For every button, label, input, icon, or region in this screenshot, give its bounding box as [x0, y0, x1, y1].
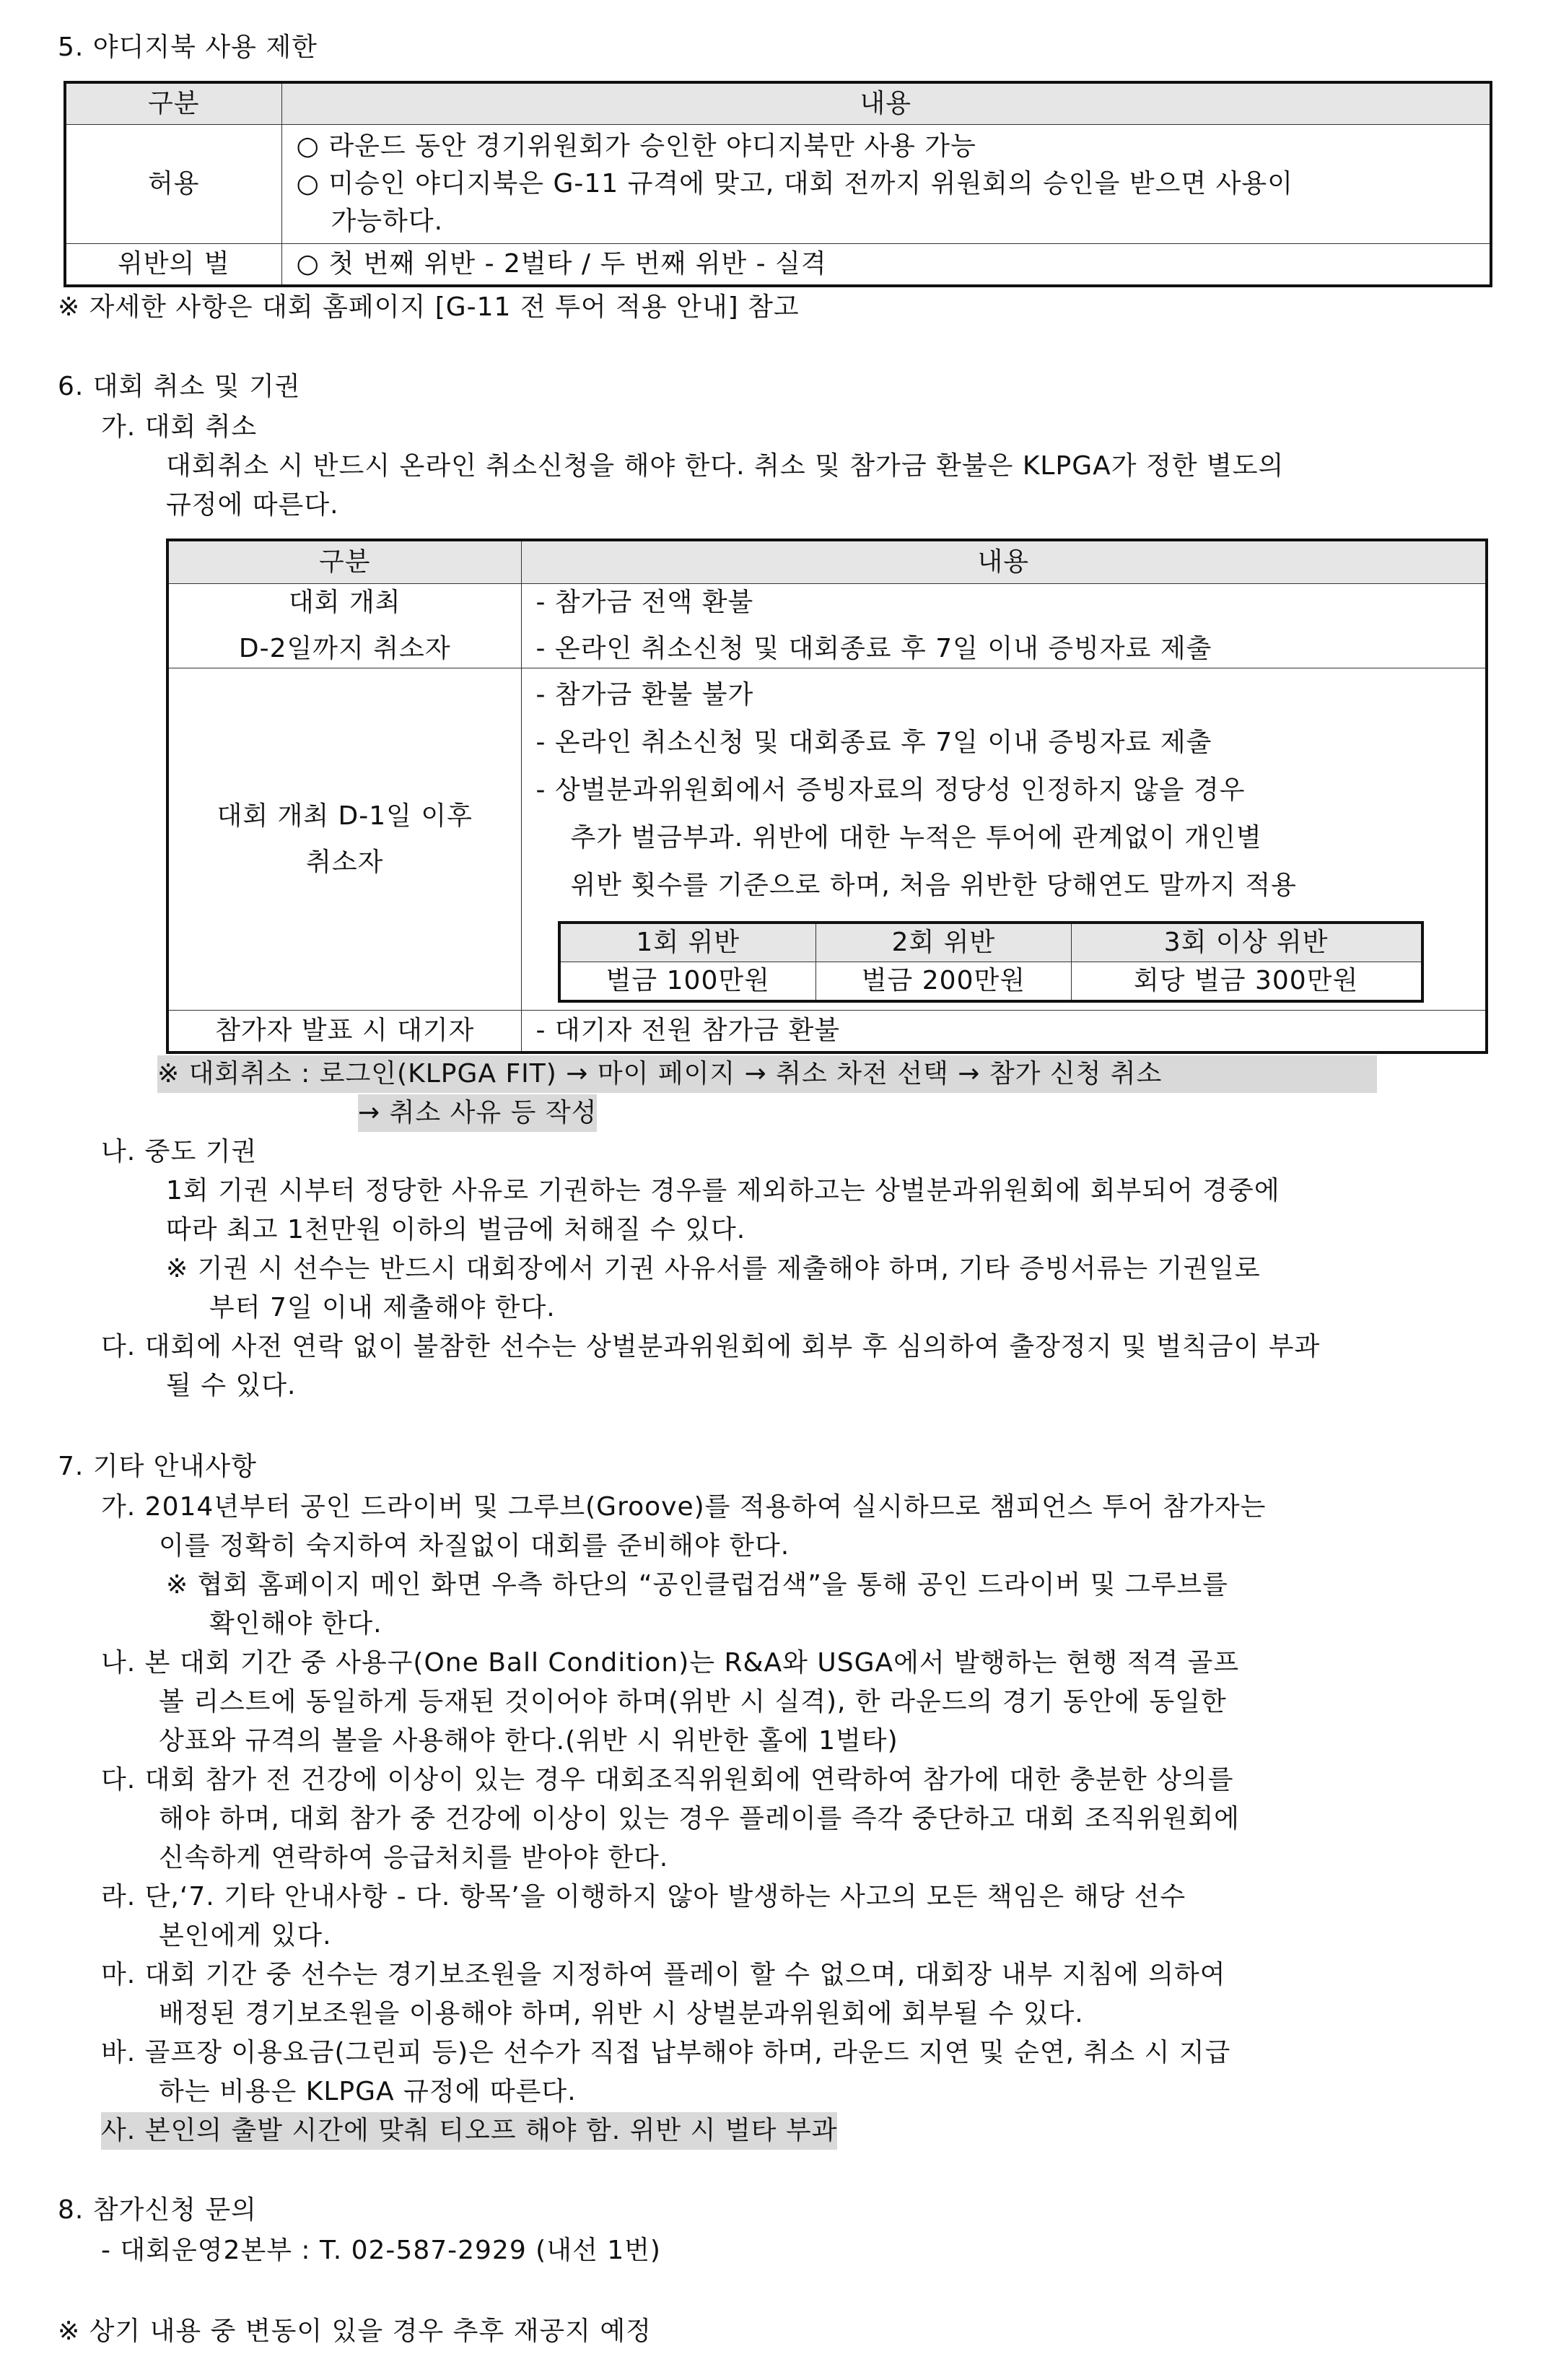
yardage-book-table	[64, 81, 1492, 287]
row-allowed-label: 허용	[65, 125, 281, 244]
row-d1-line-2: - 온라인 취소신청 및 대회종료 후 7일 이내 증빙자료 제출	[535, 728, 1212, 757]
section-8-contact: - 대회운영2본부 : T. 02-587-2929 (내선 1번)	[101, 2236, 661, 2265]
section-6a-title: 가. 대회 취소	[101, 412, 258, 442]
section-7-line-4: 확인해야 한다.	[209, 1609, 382, 1639]
row-d2-line-1: - 참가금 전액 환불	[535, 588, 754, 617]
section-7-line-12: 본인에게 있다.	[159, 1921, 332, 1950]
section-7-line-3: ※ 협회 홈페이지 메인 화면 우측 하단의 “공인클럽검색”을 통해 공인 드라이버 및 그루브를	[166, 1570, 1228, 1600]
section-7-line-8: 다. 대회 참가 전 건강에 이상이 있는 경우 대회조직위원회에 연락하여 참가에 대한 충분한 상의를	[101, 1765, 1234, 1795]
row-d1-line-5: 위반 횟수를 기준으로 하며, 처음 위반한 당해연도 말까지 적용	[570, 871, 1297, 900]
cancel-note-line-1: ※ 대회취소 : 로그인(KLPGA FIT) → 마이 페이지 → 취소 차전 선택 → 참가 신청 취소	[157, 1055, 1377, 1093]
table-header-content: 내용	[521, 540, 1487, 584]
section-6a-text-2: 규정에 따른다.	[166, 490, 339, 520]
fine-value-3: 회당 벌금 300만원	[1071, 962, 1422, 1002]
row-d1-line-3: - 상벌분과위원회에서 증빙자료의 정당성 인정하지 않을 경우	[535, 775, 1246, 805]
section-7-line-11: 라. 단,‘7. 기타 안내사항 - 다. 항목’을 이행하지 않아 발생하는 사고의 모든 책임은 해당 선수	[101, 1882, 1186, 1912]
section-6-heading: 6. 대회 취소 및 기권	[58, 372, 301, 401]
fine-header-3: 3회 이상 위반	[1071, 923, 1422, 962]
row-penalty-label: 위반의 벌	[65, 244, 281, 287]
section-6c-text-2: 될 수 있다.	[166, 1371, 297, 1400]
section-7-line-2: 이를 정확히 숙지하여 차질없이 대회를 준비해야 한다.	[159, 1531, 790, 1561]
section-7-line-14: 배정된 경기보조원을 이용해야 하며, 위반 시 상벌분과위원회에 회부될 수 있다.	[159, 1999, 1084, 2028]
row-d2-label-line-2: D-2일까지 취소자	[238, 634, 451, 663]
section-7-line-17-highlight: 사. 본인의 출발 시간에 맞춰 티오프 해야 함. 위반 시 벌타 부과	[101, 2112, 837, 2150]
section-7-line-15: 바. 골프장 이용요금(그린피 등)은 선수가 직접 납부해야 하며, 라운드 지연 및 순연, 취소 시 지급	[101, 2038, 1231, 2067]
section-5-heading: 5. 야디지북 사용 제한	[58, 32, 318, 62]
row-allowed-content	[281, 125, 1491, 244]
row-d1-label	[167, 668, 521, 1011]
section-6b-note-2: 부터 7일 이내 제출해야 한다.	[209, 1293, 556, 1322]
section-6c-text-1: 다. 대회에 사전 연락 없이 불참한 선수는 상벌분과위원회에 회부 후 심의하여 출장정지 및 벌칙금이 부과	[101, 1332, 1321, 1361]
row-d2-content	[521, 584, 1487, 668]
row-d2-label-line-1: 대회 개최	[288, 588, 401, 617]
section-7-line-7: 상표와 규격의 볼을 사용해야 한다.(위반 시 위반한 홀에 1벌타)	[159, 1726, 898, 1756]
allowed-line-1: ○ 라운드 동안 경기위원회가 승인한 야디지북만 사용 가능	[296, 131, 976, 161]
row-d1-label-line-2: 취소자	[306, 847, 384, 877]
row-d1-label-line-1: 대회 개최 D-1일 이후	[217, 801, 473, 831]
row-d1-line-4: 추가 벌금부과. 위반에 대한 누적은 투어에 관계없이 개인별	[570, 823, 1262, 853]
row-penalty-content: ○ 첫 번째 위반 - 2벌타 / 두 번째 위반 - 실격	[281, 244, 1491, 287]
table-header-category: 구분	[65, 82, 281, 125]
section-6b-title: 나. 중도 기권	[101, 1137, 258, 1167]
section-7-line-1: 가. 2014년부터 공인 드라이버 및 그루브(Groove)를 적용하여 실시하므로 챔피언스 투어 참가자는	[101, 1492, 1267, 1522]
section-7-line-6: 볼 리스트에 동일하게 등재된 것이어야 하며(위반 시 실격), 한 라운드의 경기 동안에 동일한	[159, 1687, 1227, 1717]
row-d1-content	[521, 668, 1487, 1011]
section-6b-text-2: 따라 최고 1천만원 이하의 벌금에 처해질 수 있다.	[166, 1215, 746, 1245]
row-waitlist-content: - 대기자 전원 참가금 환불	[521, 1011, 1487, 1053]
footer-note: ※ 상기 내용 중 변동이 있을 경우 추후 재공지 예정	[58, 2316, 652, 2346]
fine-header-1: 1회 위반	[559, 923, 816, 962]
allowed-line-3: 가능하다.	[331, 206, 444, 236]
table-header-content: 내용	[281, 82, 1491, 125]
table-header-category: 구분	[167, 540, 521, 584]
section-6a-text-1: 대회취소 시 반드시 온라인 취소신청을 해야 한다. 취소 및 참가금 환불은 KLPGA가 정한 별도의	[166, 451, 1285, 481]
section-7-line-13: 마. 대회 기간 중 선수는 경기보조원을 지정하여 플레이 할 수 없으며, 대회장 내부 지침에 의하여	[101, 1960, 1226, 1989]
section-6b-text-1: 1회 기권 시부터 정당한 사유로 기권하는 경우를 제외하고는 상벌분과위원회에 회부되어 경중에	[166, 1176, 1280, 1206]
section-7-line-9: 해야 하며, 대회 참가 중 건강에 이상이 있는 경우 플레이를 즉각 중단하고 대회 조직위원회에	[159, 1804, 1240, 1834]
row-waitlist-label: 참가자 발표 시 대기자	[167, 1011, 521, 1053]
fine-value-1: 벌금 100만원	[559, 962, 816, 1002]
section-5-note: ※ 자세한 사항은 대회 홈페이지 [G-11 전 투어 적용 안내] 참고	[58, 292, 800, 322]
fine-header-2: 2회 위반	[816, 923, 1072, 962]
cancel-note-line-2: → 취소 사유 등 작성	[358, 1094, 597, 1132]
row-d2-label	[167, 584, 521, 668]
section-7-line-16: 하는 비용은 KLPGA 규정에 따른다.	[159, 2077, 577, 2106]
fine-table	[558, 921, 1424, 1003]
cancellation-table	[166, 539, 1488, 1054]
section-7-line-5: 나. 본 대회 기간 중 사용구(One Ball Condition)는 R&A와 USGA에서 발행하는 현행 적격 골프	[101, 1648, 1240, 1678]
row-d2-line-2: - 온라인 취소신청 및 대회종료 후 7일 이내 증빙자료 제출	[535, 634, 1212, 663]
section-6b-note-1: ※ 기권 시 선수는 반드시 대회장에서 기권 사유서를 제출해야 하며, 기타 증빙서류는 기권일로	[166, 1254, 1261, 1283]
allowed-line-2: ○ 미승인 야디지북은 G-11 규격에 맞고, 대회 전까지 위원회의 승인을 받으면 사용이	[296, 169, 1293, 199]
section-7-line-10: 신속하게 연락하여 응급처치를 받아야 한다.	[159, 1843, 669, 1873]
row-d1-line-1: - 참가금 환불 불가	[535, 680, 754, 710]
fine-value-2: 벌금 200만원	[816, 962, 1072, 1002]
section-8-heading: 8. 참가신청 문의	[58, 2195, 257, 2225]
section-7-heading: 7. 기타 안내사항	[58, 1452, 257, 1481]
